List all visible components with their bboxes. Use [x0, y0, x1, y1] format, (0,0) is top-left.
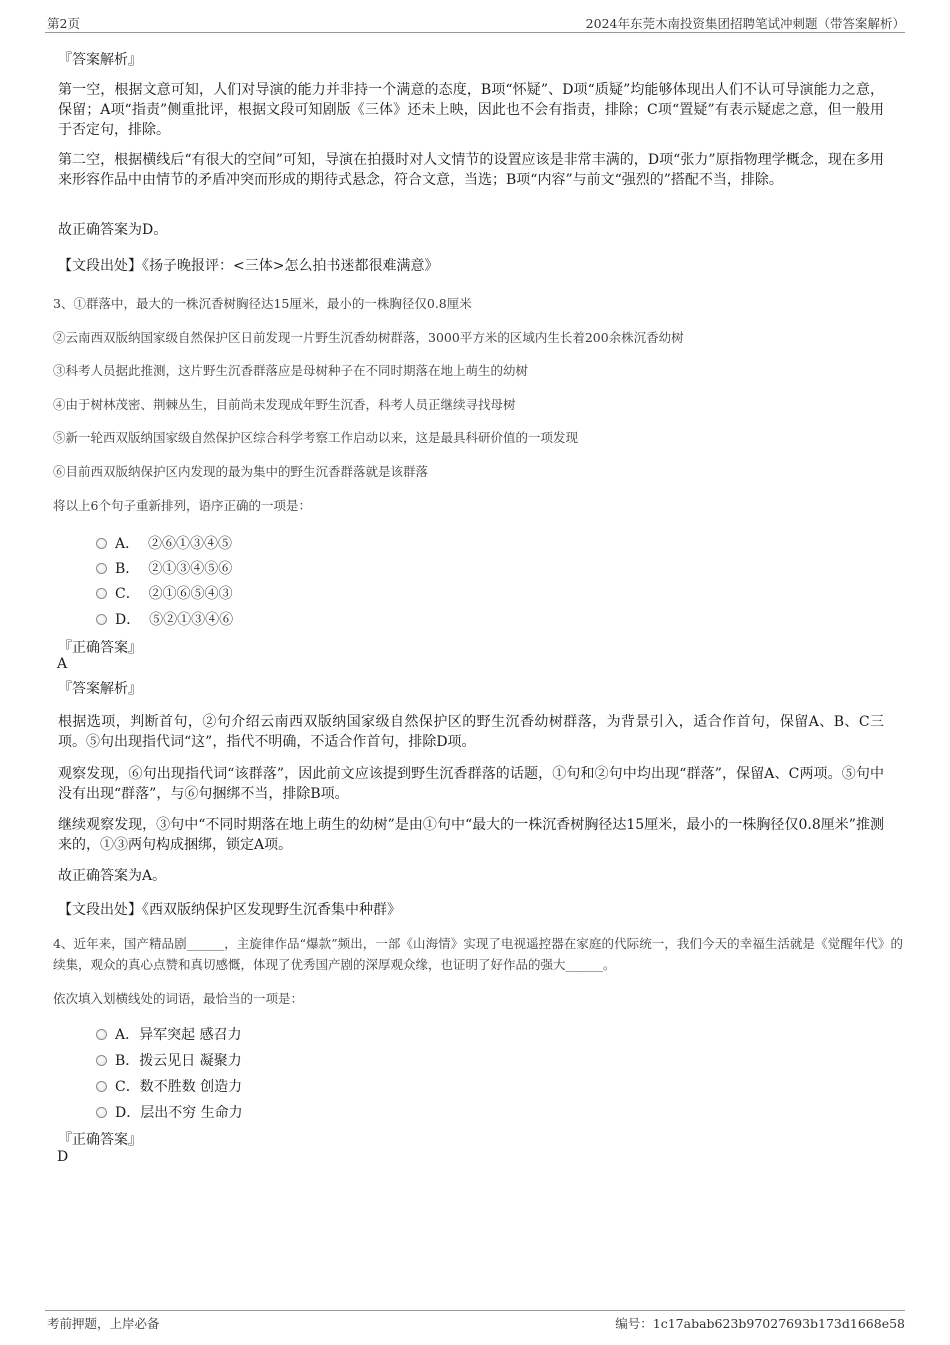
option-text: 层出不穷 生命力 [140, 1105, 243, 1121]
document-id: 编号：1c17abab623b97027693b173d1668e58 [615, 1316, 905, 1331]
q2-source: 【文段出处】《扬子晚报评：<三体>怎么拍书迷都很难满意》 [58, 258, 439, 274]
option-text: 异军突起 感召力 [139, 1027, 242, 1043]
q4-stem: 4、近年来，国产精品剧______，主旋律作品“爆款”频出，一部《山海情》实现了电视遥控器在家庭的代际统一，我们今天的幸福生活就是《觉醒年代》的续集，观众的真心点赞和真切感慨，体现了优秀国产剧的深厚观众缘，也证明了好作品的强大______。 [53, 936, 903, 972]
option-letter: D． [115, 612, 141, 628]
q3-answer-statement: 故正确答案为A。 [58, 868, 167, 884]
q3-sentence-6: ⑥目前西双版纳保护区内发现的最为集中的野生沉香群落就是该群落 [53, 464, 429, 479]
option-text: ⑤②①③④⑥ [149, 612, 234, 628]
q4-option-b[interactable] [96, 1050, 242, 1070]
q3-sentence-2: ②云南西双版纳国家级自然保护区日前发现一片野生沉香幼树群落，3000平方米的区域内生长着200余株沉香幼树 [53, 330, 684, 345]
radio-icon[interactable] [96, 1081, 107, 1092]
option-letter: B． [115, 561, 140, 577]
q4-correct-label: 『正确答案』 [58, 1132, 142, 1148]
page-number: 第2页 [47, 16, 80, 31]
radio-icon[interactable] [96, 1107, 107, 1118]
q3-analysis-paragraph-3: 继续观察发现，③句中“不同时期落在地上萌生的幼树”是由①句中“最大的一株沉香树胸径达15厘米，最小的一株胸径仅0.8厘米”推测来的，①③两句构成捆绑，锁定A项。 [58, 817, 884, 853]
q4-option-a[interactable] [96, 1024, 242, 1044]
q3-sentence-4: ④由于树林茂密、荆棘丛生，目前尚未发现成年野生沉香，科考人员正继续寻找母树 [53, 397, 516, 412]
option-letter: D． [115, 1105, 141, 1121]
q2-analysis-paragraph-1: 第一空，根据文意可知，人们对导演的能力并非持一个满意的态度，B项“怀疑”、D项“质疑”均能够体现出人们不认可导演能力之意，保留；A项“指责”侧重批评，根据文段可知剧版《三体》还未上映，因此也不会有指责，排除；C项“置疑”有表示疑虑之意，但一般用于否定句，排除。 [58, 82, 884, 138]
q3-option-a[interactable] [96, 533, 232, 553]
option-text: 拨云见日 凝聚力 [139, 1053, 242, 1069]
document-title: 2024年东莞木南投资集团招聘笔试冲刺题（带答案解析） [585, 16, 905, 31]
q2-answer-statement: 故正确答案为D。 [58, 222, 168, 238]
radio-icon[interactable] [96, 1029, 107, 1040]
q3-source: 【文段出处】《西双版纳保护区发现野生沉香集中种群》 [58, 902, 401, 918]
option-letter: C． [115, 1079, 140, 1095]
option-text: ②①⑥⑤④③ [148, 586, 233, 602]
q3-analysis-paragraph-2: 观察发现，⑥句出现指代词“该群落”，因此前文应该提到野生沉香群落的话题，①句和②句中均出现“群落”，保留A、C两项。⑤句中没有出现“群落”，与⑥句捆绑不当，排除B项。 [58, 766, 884, 802]
q3-sentence-1: 3、①群落中，最大的一株沉香树胸径达15厘米，最小的一株胸径仅0.8厘米 [53, 296, 472, 311]
option-text: 数不胜数 创造力 [139, 1079, 243, 1095]
q3-prompt: 将以上6个句子重新排列，语序正确的一项是： [53, 498, 311, 513]
radio-icon[interactable] [96, 538, 107, 549]
q4-prompt: 依次填入划横线处的词语，最恰当的一项是： [53, 991, 304, 1006]
q4-correct-answer: D [57, 1149, 69, 1165]
option-letter: C． [115, 586, 140, 602]
radio-icon[interactable] [96, 1055, 107, 1066]
q3-sentence-3: ③科考人员据此推测，这片野生沉香群落应是母树种子在不同时期落在地上萌生的幼树 [53, 363, 529, 378]
radio-icon[interactable] [96, 614, 107, 625]
q4-option-d[interactable] [96, 1102, 243, 1122]
q3-option-d[interactable] [96, 609, 233, 629]
option-letter: B． [115, 1053, 140, 1069]
q3-sentence-5: ⑤新一轮西双版纳国家级自然保护区综合科学考察工作启动以来，这是最具科研价值的一项发现 [53, 430, 579, 445]
option-text: ②⑥①③④⑤ [148, 536, 233, 552]
q3-option-c[interactable] [96, 583, 233, 603]
option-letter: A． [115, 1027, 140, 1043]
q3-analysis-paragraph-1: 根据选项，判断首句，②句介绍云南西双版纳国家级自然保护区的野生沉香幼树群落，为背景引入，适合作首句，保留A、B、C三项。⑤句出现指代词“这”，指代不明确，不适合作首句，排除D项。 [58, 714, 884, 750]
q4-option-c[interactable] [96, 1076, 242, 1096]
q3-analysis-label: 『答案解析』 [58, 681, 142, 697]
header-divider [45, 32, 905, 33]
q3-correct-label: 『正确答案』 [58, 640, 142, 656]
option-text: ②①③④⑤⑥ [148, 561, 233, 577]
radio-icon[interactable] [96, 563, 107, 574]
q3-option-b[interactable] [96, 558, 232, 578]
footer-slogan: 考前押题，上岸必备 [47, 1316, 160, 1331]
q2-analysis-label: 『答案解析』 [58, 52, 142, 68]
option-letter: A． [115, 536, 140, 552]
q2-analysis-paragraph-2: 第二空，根据横线后“有很大的空间”可知，导演在拍摄时对人文情节的设置应该是非常丰满的，D项“张力”原指物理学概念，现在多用来形容作品中由情节的矛盾冲突而形成的期待式悬念，符合文意，当选；B项“内容”与前文“强烈的”搭配不当，排除。 [58, 152, 884, 188]
footer-divider [45, 1310, 905, 1311]
radio-icon[interactable] [96, 588, 107, 599]
q3-correct-answer: A [57, 656, 68, 672]
